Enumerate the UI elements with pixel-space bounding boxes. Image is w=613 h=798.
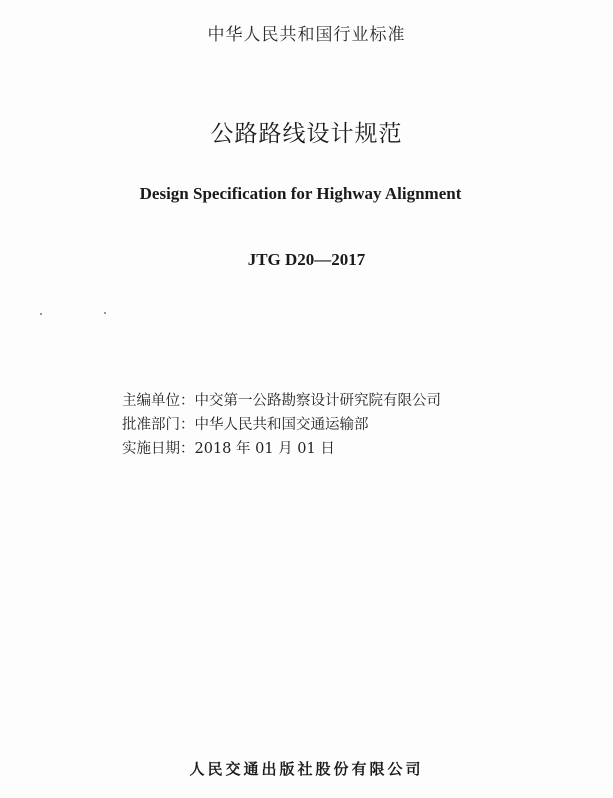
scan-speck <box>104 312 106 314</box>
document-title-english: Design Specification for Highway Alignment <box>139 184 462 203</box>
document-title-chinese: 公路路线设计规范 <box>210 121 403 147</box>
standard-code: JTG D20—2017 <box>247 250 366 269</box>
info-value: 中交第一公路勘察设计研究院有限公司 <box>194 393 441 409</box>
info-row-approver <box>122 413 441 437</box>
document-info-block <box>122 389 441 461</box>
info-label: 实施日期： <box>122 441 195 457</box>
info-row-editor <box>122 389 441 413</box>
info-label: 批准部门： <box>122 417 195 433</box>
info-value: 中华人民共和国交通运输部 <box>194 417 369 433</box>
publisher-name: 人民交通出版社股份有限公司 <box>189 760 424 778</box>
info-label: 主编单位： <box>122 393 195 409</box>
standard-category: 中华人民共和国行业标准 <box>207 25 406 45</box>
scan-speck <box>40 313 42 315</box>
info-row-effective-date <box>122 437 441 461</box>
info-value: 2018 年 01 月 01 日 <box>194 441 335 457</box>
